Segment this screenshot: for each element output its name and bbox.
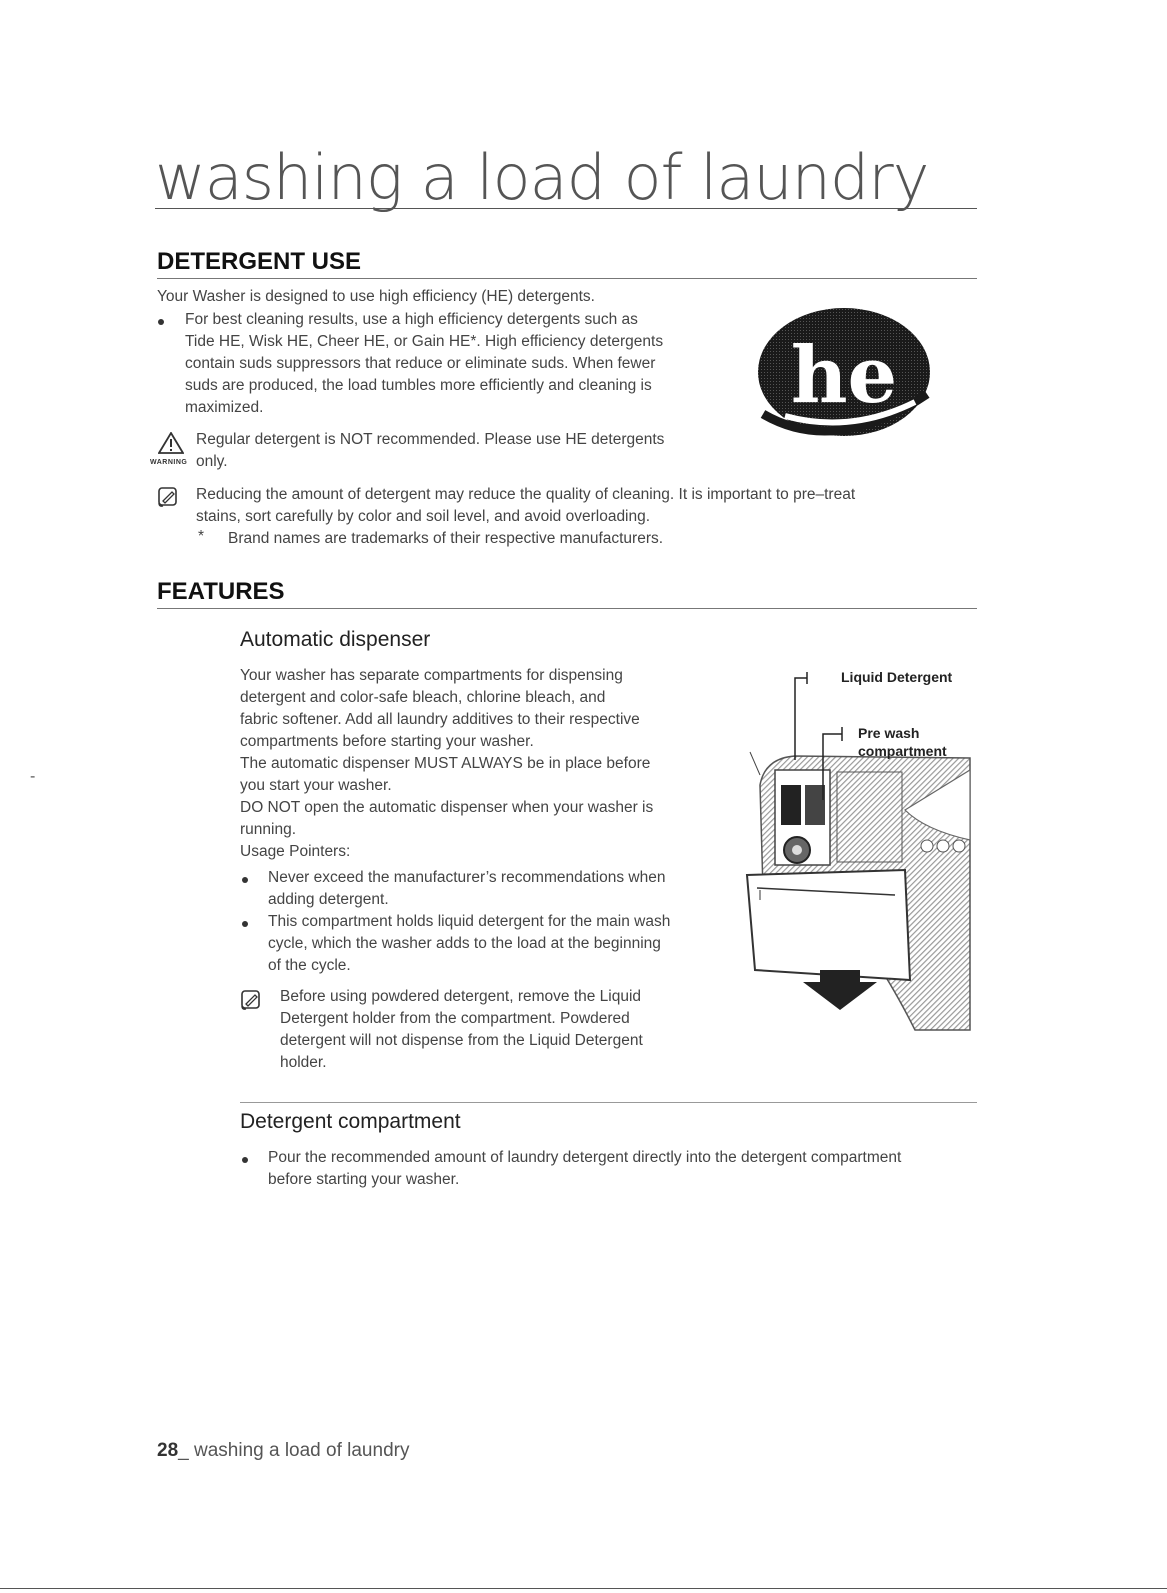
text-line: maximized. <box>185 399 264 416</box>
text-line: Regular detergent is NOT recommended. Please use HE detergents <box>196 431 665 448</box>
text-line: contain suds suppressors that reduce or eliminate suds. When fewer <box>185 355 656 372</box>
text-line: holder. <box>280 1054 327 1071</box>
subheading-detergent-compartment: Detergent compartment <box>240 1110 461 1133</box>
dispenser-note <box>280 986 720 1074</box>
text-line: Never exceed the manufacturer’s recommendations when <box>268 869 666 886</box>
footnote-text: Brand names are trademarks of their respective manufacturers. <box>228 530 664 547</box>
text-line: Reducing the amount of detergent may reduce the quality of cleaning. It is important to pre–treat <box>196 486 856 503</box>
detergent-bullet-text <box>185 309 745 419</box>
text-line: Your washer has separate compartments for dispensing <box>240 667 623 684</box>
text-line: compartments before starting your washer. <box>240 733 534 750</box>
text-line: detergent will not dispense from the Liquid Detergent <box>280 1032 643 1049</box>
note-text <box>196 484 986 528</box>
bottom-edge-line <box>0 1588 1167 1589</box>
text-line: you start your washer. <box>240 777 392 794</box>
subheading-automatic-dispenser: Automatic dispenser <box>240 628 431 651</box>
text-line: The automatic dispenser MUST ALWAYS be in place before <box>240 755 651 772</box>
bullet-dot <box>242 877 248 883</box>
text-line: Usage Pointers: <box>240 843 351 860</box>
detergent-intro: Your Washer is designed to use high efficiency (HE) detergents. <box>157 288 595 305</box>
dispenser-paragraph <box>240 665 720 863</box>
section-heading-features: FEATURES <box>157 578 977 609</box>
he-logo <box>755 306 933 448</box>
label-compartment: compartment <box>858 743 947 759</box>
text-line: running. <box>240 821 297 838</box>
bullet-dot <box>242 921 248 927</box>
divider <box>240 1102 977 1103</box>
text-line: detergent and color-safe bleach, chlorine bleach, and <box>240 689 606 706</box>
bullet-dot <box>158 319 164 325</box>
text-line: DO NOT open the automatic dispenser when your washer is <box>240 799 654 816</box>
note-pencil-icon <box>157 486 179 508</box>
warning-label: WARNING <box>150 459 188 466</box>
text-line: Pour the recommended amount of laundry detergent directly into the detergent compartment <box>268 1149 902 1166</box>
footer-title: _ washing a load of laundry <box>178 1440 410 1461</box>
margin-mark: - <box>30 768 36 785</box>
text-line: Detergent holder from the compartment. Powdered <box>280 1010 630 1027</box>
note-pencil-icon <box>240 989 262 1011</box>
warning-text <box>196 429 736 473</box>
page-title: washing a load of laundry <box>155 140 977 209</box>
footnote-mark: * <box>198 528 205 545</box>
usage-bullet-2 <box>268 911 738 977</box>
dispenser-diagram <box>745 660 975 1035</box>
text-line: cycle, which the washer adds to the load at the beginning <box>268 935 661 952</box>
usage-bullet-1 <box>268 867 728 911</box>
text-line: of the cycle. <box>268 957 351 974</box>
text-line: before starting your washer. <box>268 1171 460 1188</box>
text-line: adding detergent. <box>268 891 389 908</box>
warning-triangle-icon <box>158 432 184 454</box>
section-heading-detergent-use: DETERGENT USE <box>157 248 977 279</box>
text-line: fabric softener. Add all laundry additives to their respective <box>240 711 640 728</box>
page-number: 28 <box>157 1440 179 1461</box>
text-line: For best cleaning results, use a high efficiency detergents such as <box>185 311 638 328</box>
page-footer <box>157 1440 409 1462</box>
text-line: only. <box>196 453 228 470</box>
bullet-dot <box>242 1157 248 1163</box>
label-liquid-detergent: Liquid Detergent <box>841 669 953 685</box>
label-pre-wash: Pre wash <box>858 725 920 741</box>
text-line: Tide HE, Wisk HE, Cheer HE, or Gain HE*. High efficiency detergents <box>185 333 664 350</box>
text-line: Before using powdered detergent, remove the Liquid <box>280 988 642 1005</box>
text-line: stains, sort carefully by color and soil level, and avoid overloading. <box>196 508 651 525</box>
text-line: suds are produced, the load tumbles more efficiently and cleaning is <box>185 377 652 394</box>
text-line: This compartment holds liquid detergent for the main wash <box>268 913 671 930</box>
compartment-bullet <box>268 1147 988 1191</box>
he-logo-text: he <box>790 330 898 421</box>
